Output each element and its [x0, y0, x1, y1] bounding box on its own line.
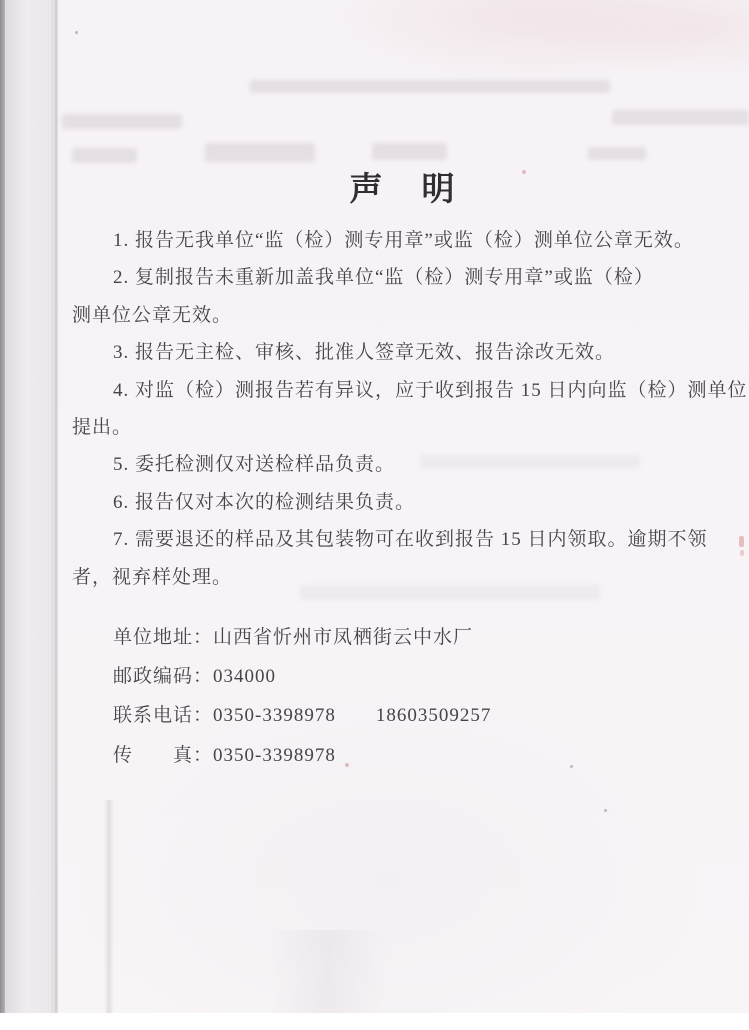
bleedthrough-ghost — [62, 114, 182, 129]
statement-line: 提出。 — [72, 417, 133, 439]
paper-speck — [345, 763, 349, 767]
bleedthrough-ghost — [372, 143, 447, 160]
statement-line: 1. 报告无我单位“监（检）测专用章”或监（检）测单位公章无效。 — [113, 230, 694, 251]
statement-line: 测单位公章无效。 — [72, 304, 233, 326]
paper-crease — [104, 800, 114, 1013]
bleedthrough-ghost — [612, 110, 749, 125]
bleedthrough-ghost — [205, 143, 315, 162]
paper-speck — [75, 31, 78, 34]
statement-line: 者，视弃样处理。 — [72, 566, 233, 588]
document-page — [58, 0, 749, 1013]
bleedthrough-ghost — [588, 147, 646, 160]
contact-row — [113, 618, 673, 657]
contact-block — [113, 618, 673, 775]
contact-label: 联系电话： — [113, 705, 214, 727]
paper-crease — [268, 930, 388, 1013]
paper-speck — [570, 765, 573, 768]
statement-line: 7. 需要退还的样品及其包装物可在收到报告 15 日内领取。逾期不领 — [113, 529, 708, 551]
contact-label: 传 真： — [113, 744, 214, 766]
statement-lines — [72, 222, 748, 596]
contact-label: 单位地址： — [113, 627, 214, 648]
red-ink-mark — [740, 550, 744, 556]
contact-row — [113, 736, 673, 775]
statement-line: 2. 复制报告未重新加盖我单位“监（检）测专用章”或监（检） — [113, 267, 654, 289]
paper-speck — [522, 170, 526, 174]
red-ink-mark — [739, 536, 744, 547]
statement-line: 4. 对监（检）测报告若有异议，应于收到报告 15 日内向监（检）测单位 — [113, 379, 748, 401]
contact-label: 邮政编码： — [113, 666, 214, 688]
underlying-page-edge — [5, 0, 53, 1013]
scan-bottom-margin — [0, 1013, 749, 1030]
contact-value: 0350-3398978 — [213, 744, 336, 766]
bleedthrough-ghost — [72, 148, 137, 163]
statement-line: 5. 委托检测仅对送检样品负责。 — [113, 454, 396, 476]
page-title: 声 明 — [349, 170, 458, 207]
paper-speck — [604, 809, 607, 812]
contact-row — [113, 657, 673, 696]
contact-value: 山西省忻州市凤栖街云中水厂 — [213, 627, 474, 648]
contact-value: 0350-3398978 18603509257 — [213, 705, 492, 727]
bleedthrough-ghost — [250, 80, 610, 93]
contact-value: 034000 — [213, 666, 277, 688]
statement-line: 3. 报告无主检、审核、批准人签章无效、报告涂改无效。 — [113, 342, 616, 364]
statement-line: 6. 报告仅对本次的检测结果负责。 — [113, 491, 416, 513]
contact-row — [113, 696, 673, 735]
